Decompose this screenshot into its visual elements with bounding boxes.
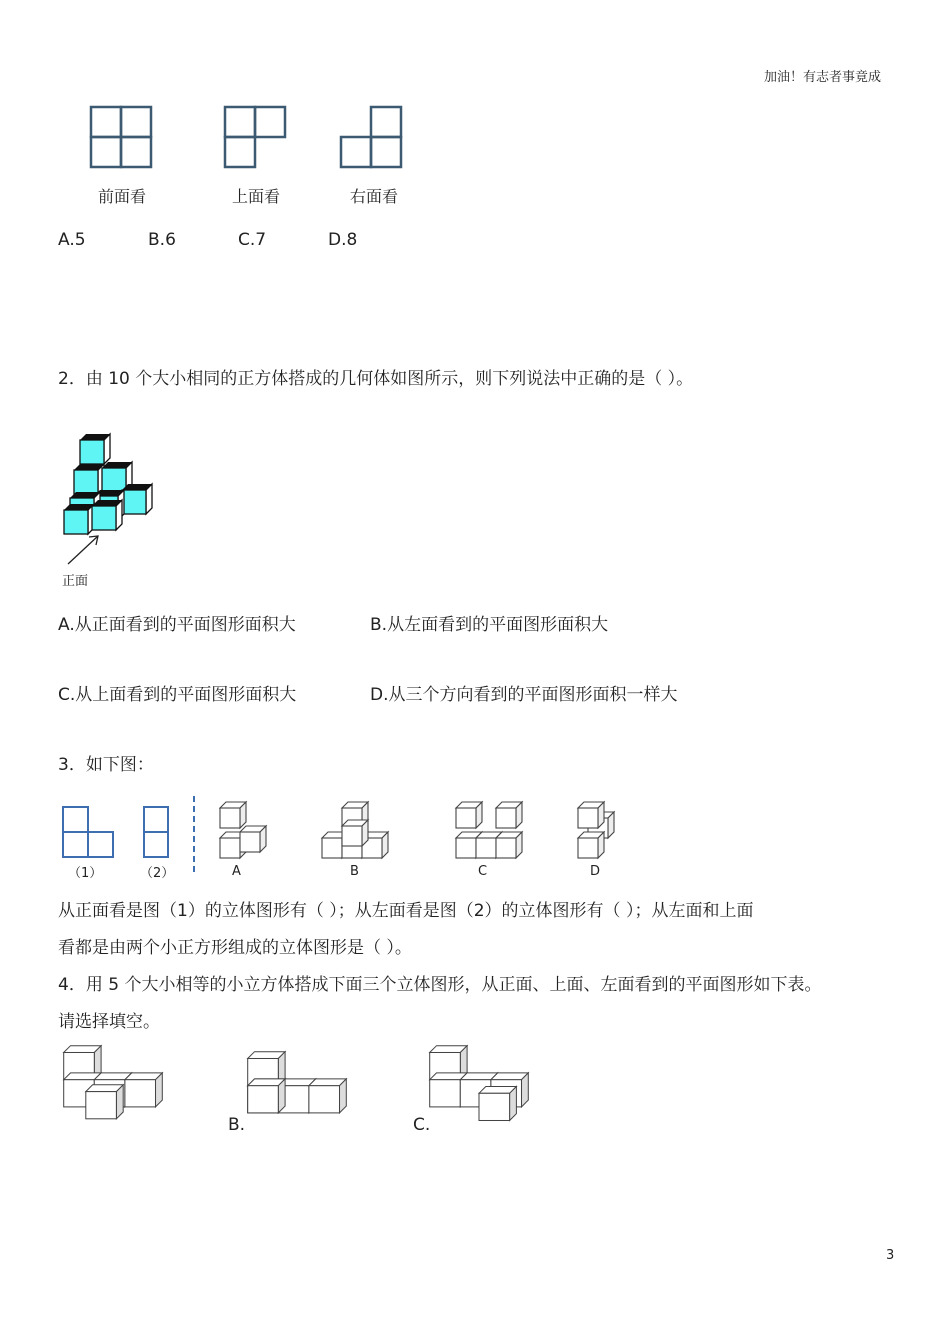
q4-text-line-2: 请选择填空。 bbox=[58, 1012, 160, 1032]
q1-option-b: B.6 bbox=[148, 230, 176, 250]
q4-figure-a bbox=[62, 1044, 182, 1134]
q3-figure-label-d: D bbox=[590, 864, 601, 879]
q4-figure-b bbox=[246, 1050, 376, 1140]
front-direction-arrow-icon bbox=[64, 532, 104, 572]
q3-view-label-1: （1） bbox=[68, 866, 103, 881]
q3-view-2-grid bbox=[143, 806, 183, 866]
q1-option-c: C.7 bbox=[238, 230, 267, 250]
q1-view-label-right: 右面看 bbox=[350, 187, 399, 206]
q2-option-d: D.从三个方向看到的平面图形面积一样大 bbox=[370, 685, 678, 705]
q3-view-label-2: （2） bbox=[140, 866, 175, 881]
q2-front-label: 正面 bbox=[62, 574, 89, 589]
q3-text-line-2: 看都是由两个小正方形组成的立体图形是（ ）。 bbox=[58, 938, 412, 958]
q1-option-d: D.8 bbox=[328, 230, 358, 250]
q2-cube-stack-figure bbox=[60, 434, 170, 544]
q2-question: 2．由 10 个大小相同的正方体搭成的几何体如图所示，则下列说法中正确的是（ ）。 bbox=[58, 369, 694, 389]
q4-text-line-1: 4．用 5 个大小相等的小立方体搭成下面三个立体图形，从正面、上面、左面看到的平面图形如下表。 bbox=[58, 975, 822, 995]
q2-option-b: B.从左面看到的平面图形面积大 bbox=[370, 615, 609, 635]
q1-option-a: A.5 bbox=[58, 230, 86, 250]
q1-view-label-front: 前面看 bbox=[98, 187, 147, 206]
header-motto: 加油！有志者事竟成 bbox=[764, 70, 882, 85]
q3-figure-d bbox=[576, 800, 636, 864]
q2-option-a: A.从正面看到的平面图形面积大 bbox=[58, 615, 296, 635]
q4-figure-label-c: C. bbox=[413, 1115, 431, 1135]
q3-figure-label-c: C bbox=[478, 864, 488, 879]
q1-view-label-top: 上面看 bbox=[232, 187, 281, 206]
q3-figure-c bbox=[454, 800, 534, 864]
q3-figure-b bbox=[320, 800, 400, 864]
q3-title: 3．如下图： bbox=[58, 755, 154, 775]
q1-front-view-grid bbox=[90, 106, 160, 176]
q3-figure-label-b: B bbox=[350, 864, 359, 879]
q4-figure-c bbox=[428, 1044, 558, 1134]
q1-right-view-grid bbox=[340, 106, 410, 176]
q3-dashed-divider bbox=[191, 796, 197, 876]
q3-text-line-1: 从正面看是图（1）的立体图形有（ ）；从左面看是图（2）的立体图形有（ ）；从左面和上面 bbox=[58, 901, 754, 921]
q1-top-view-grid bbox=[224, 106, 294, 176]
q3-view-1-grid bbox=[62, 806, 122, 866]
q2-option-c: C.从上面看到的平面图形面积大 bbox=[58, 685, 297, 705]
q4-figure-label-b: B. bbox=[228, 1115, 246, 1135]
q3-figure-a bbox=[218, 800, 278, 864]
q3-figure-label-a: A bbox=[232, 864, 241, 879]
page-number: 3 bbox=[886, 1248, 895, 1263]
